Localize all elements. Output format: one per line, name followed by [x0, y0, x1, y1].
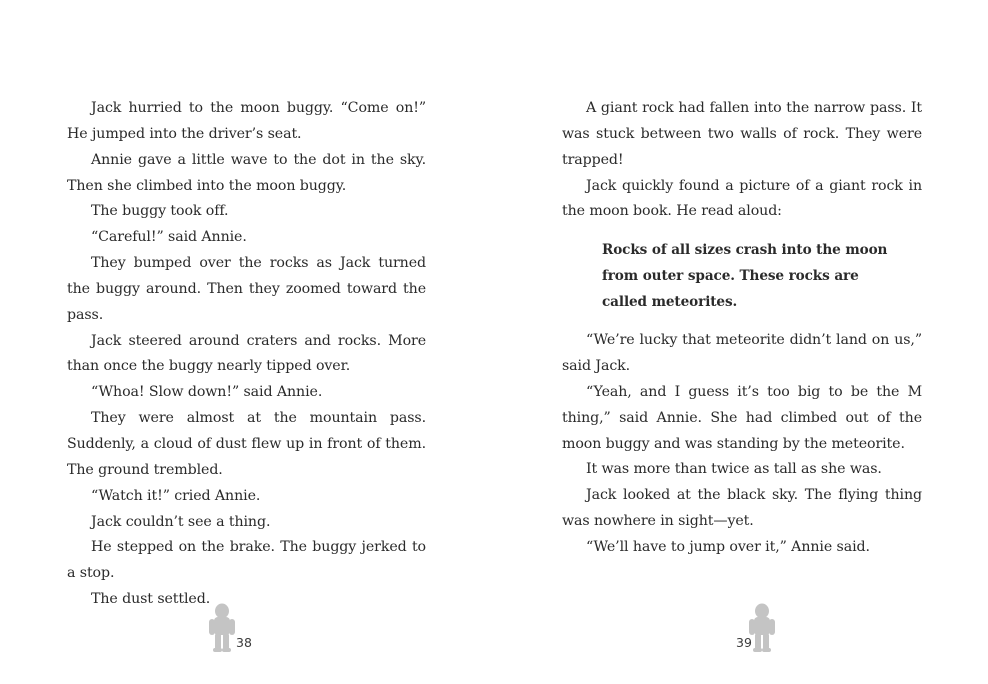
- callout-line: from outer space. These rocks are: [602, 268, 859, 285]
- paragraph: Jack quickly found a picture of a giant rock in the moon book. He read aloud:: [562, 177, 922, 220]
- paragraph: They bumped over the rocks as Jack turned the buggy around. Then they zoomed toward the pass.: [67, 255, 426, 323]
- paragraph: They were almost at the mountain pass. Suddenly, a cloud of dust flew up in front of them. The ground trembled.: [67, 410, 426, 478]
- meteorite-callout: [602, 237, 902, 315]
- paragraph: “We’re lucky that meteorite didn’t land on us,” said Jack.: [562, 332, 922, 375]
- paragraph: The dust settled.: [91, 591, 211, 608]
- right-page: [494, 0, 988, 684]
- paragraph: “Watch it!” cried Annie.: [91, 487, 261, 504]
- paragraph: “Yeah, and I guess it’s too big to be the M thing,” said Annie. She had climbed out of the moon buggy and was standing by the meteorite.: [562, 383, 922, 452]
- left-page-text: [67, 96, 426, 613]
- paragraph: Jack steered around craters and rocks. More than once the buggy nearly tipped over.: [67, 332, 426, 375]
- callout-line: called meteorites.: [602, 294, 738, 311]
- paragraph: Jack looked at the black sky. The flying thing was nowhere in sight—yet.: [562, 487, 922, 530]
- paragraph: A giant rock had fallen into the narrow pass. It was stuck between two walls of rock. They were trapped!: [562, 100, 922, 168]
- page-number: 39: [736, 635, 752, 650]
- paragraph: It was more than twice as tall as she was.: [586, 461, 882, 478]
- paragraph: “We’ll have to jump over it,” Annie said.: [586, 538, 870, 555]
- page-number: 38: [236, 635, 252, 650]
- paragraph: “Careful!” said Annie.: [91, 229, 247, 246]
- astronaut-icon: [748, 603, 776, 653]
- callout-line: Rocks of all sizes crash into the moon: [602, 242, 888, 259]
- astronaut-icon: [208, 603, 236, 653]
- right-page-text: [562, 96, 922, 561]
- paragraph: “Whoa! Slow down!” said Annie.: [91, 384, 323, 401]
- paragraph: Jack couldn’t see a thing.: [91, 513, 271, 530]
- paragraph: The buggy took off.: [91, 203, 229, 220]
- paragraph: Jack hurried to the moon buggy. “Come on!” He jumped into the driver’s seat.: [67, 100, 426, 142]
- paragraph: He stepped on the brake. The buggy jerked to a stop.: [67, 539, 426, 582]
- paragraph: Annie gave a little wave to the dot in the sky. Then she climbed into the moon buggy.: [67, 151, 426, 194]
